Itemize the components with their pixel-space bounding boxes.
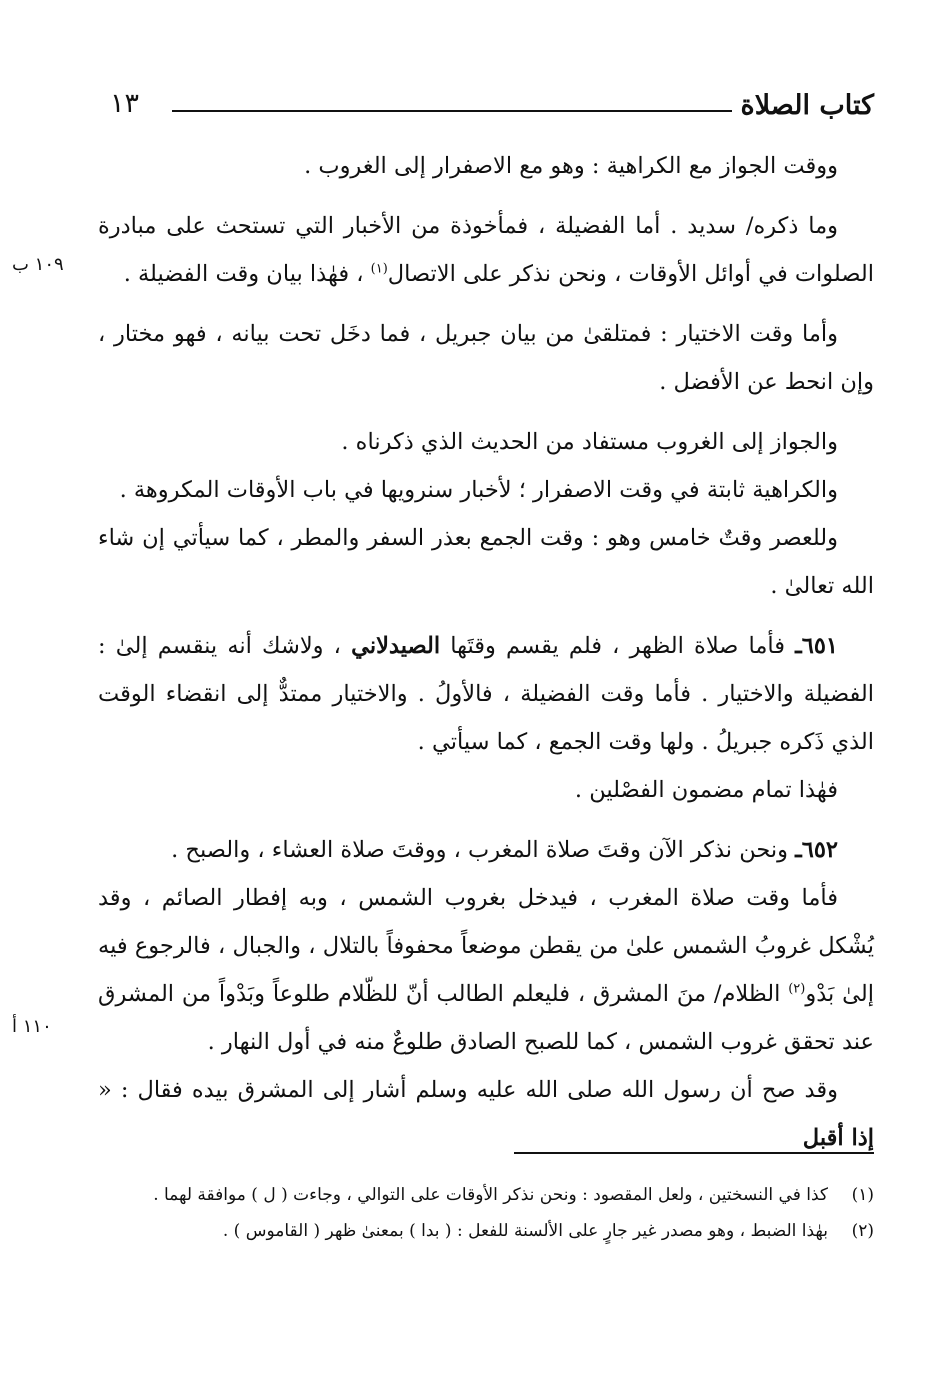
paragraph [98,514,874,610]
footnotes [98,1180,874,1252]
paragraph-text: وما ذكره/ سديد . أما الفضيلة ، فمأخوذة من الأخبار التي تستحث على مبادرة الصلوات في أوائل الأوقات ، ونحن نذكر على الاتصال [98,213,874,287]
footnote-mark: (٢) [851,1221,874,1241]
margin-folio-note: ١١٠ أ [12,1016,52,1037]
footnote-separator [514,1152,874,1154]
paragraph-text: ووقت الجواز مع الكراهية : وهو مع الاصفرار إلى الغروب . [304,153,838,179]
footnote [98,1216,874,1246]
paragraph [98,466,874,514]
footnote-mark: (١) [851,1185,874,1205]
paragraph [98,826,874,874]
footnote [98,1180,874,1210]
hadith-start: إذا أقبل [802,1125,874,1151]
main-text [98,142,874,1162]
page-number: ١٣ [110,88,140,119]
paragraph [98,418,874,466]
footnote-text: بهٰذا الضبط ، وهو مصدر غير جارٍ على الألسنة للفعل : ( بدا ) بمعنىٰ ظهر ( القاموس ) . [222,1221,828,1241]
section-number: ٦٥١ـ [795,633,839,659]
paragraph [98,1066,874,1162]
paragraph [98,766,874,814]
paragraph [98,202,874,298]
paragraph [98,310,874,406]
chapter-title: كتاب الصلاة [740,90,874,121]
footnote-text: كذا في النسختين ، ولعل المقصود : ونحن نذكر الأوقات على التوالي ، وجاءت ( ل ) موافقة لهما . [153,1185,828,1205]
paragraph-text: ، ولاشك أنه ينقسم إلىٰ : الفضيلة والاختيار . فأما وقت الفضيلة ، فالأولُ . والاختيار ممتدٌّ إلى انقضاء الوقت الذي ذَكره جبريلُ . ولها وقت الجمع ، كما سيأتي . [98,633,874,755]
paragraph-text: ونحن نذكر الآن وقتَ صلاة المغرب ، ووقتَ صلاة العشاء ، والصبح . [171,837,796,863]
section-number: ٦٥٢ـ [795,837,838,863]
paragraph-text: الظلام/ منَ المشرق ، فليعلم الطالب أنّ للظّلام طلوعاً وبَدْواً من المشرق عند تحقق غروب الشمس ، كما للصبح الصادق طلوعٌ منه في أول النهار . [98,981,874,1055]
footnote-ref: (٢) [788,981,806,997]
header-rule [172,110,732,112]
margin-folio-note: ١٠٩ ب [12,254,64,275]
paragraph [98,142,874,190]
paragraph-text: فهٰذا تمام مضمون الفصْلين . [574,777,838,803]
paragraph-text: والكراهية ثابتة في وقت الاصفرار ؛ لأخبار سنرويها في باب الأوقات المكروهة . [119,477,838,503]
running-header [110,84,874,128]
paragraph-text: فأما وقت صلاة المغرب ، فيدخل بغروب الشمس ، وبه إفطار الصائم ، وقد يُشْكل غروبُ الشمس علىٰ من يقطن موضعاً محفوفاً بالتلال ، والجبال ، فالرجوع فيه إلىٰ بَدْو [98,885,875,1007]
paragraph-text: ، فهٰذا بيان وقت الفضيلة . [123,261,371,287]
footnote-ref: (١) [370,261,388,277]
paragraph [98,622,874,766]
paragraph-text: والجواز إلى الغروب مستفاد من الحديث الذي ذكرناه . [341,429,838,455]
paragraph-text: وأما وقت الاختيار : فمتلقىٰ من بيان جبريل ، فما دخَل تحت بيانه ، فهو مختار ، وإن انحط عن الأفضل . [98,321,874,395]
paragraph-text: فأما صلاة الظهر ، فلم يقسم وقتَها [440,633,796,659]
paragraph-text: وللعصر وقتٌ خامس وهو : وقت الجمع بعذر السفر والمطر ، كما سيأتي إن شاء الله تعالىٰ . [98,525,874,599]
scholar-name: الصيدلاني [351,633,441,659]
paragraph-text: وقد صح أن رسول الله صلى الله عليه وسلم أشار إلى المشرق بيده فقال : « [98,1077,838,1103]
paragraph [98,874,874,1066]
